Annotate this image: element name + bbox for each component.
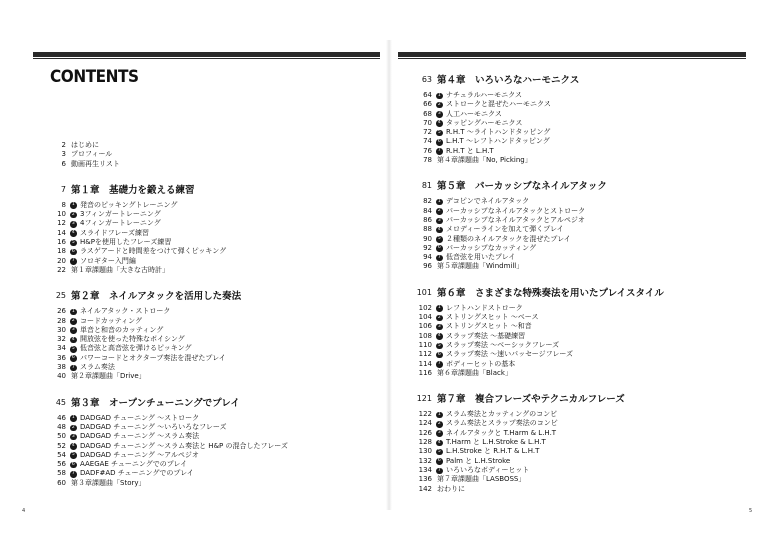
numbered-bullet-icon: 1: [437, 92, 441, 98]
page-ref: 130: [418, 447, 432, 456]
entry-title: メロディーラインを加えて弾くプレイ: [446, 225, 564, 234]
toc-entry: [48, 307, 378, 316]
page-ref: 122: [418, 410, 432, 419]
entry-title: 3フィンガートレーニング: [80, 210, 161, 219]
entry-title: DADF#AD チューニングでのプレイ: [80, 469, 194, 478]
page-ref: 46: [57, 413, 66, 422]
entry-title: 4フィンガートレーニング: [80, 219, 161, 228]
numbered-bullet-icon: 4: [437, 439, 441, 445]
chapter-title: 第４章 いろいろなハーモニクス: [437, 75, 580, 86]
page-ref: 92: [423, 243, 432, 252]
page-ref: 106: [418, 322, 432, 331]
numbered-bullet-icon: 3: [71, 327, 75, 333]
toc-entry: [414, 91, 744, 100]
page-ref: 54: [57, 450, 66, 459]
entry-title: ラスゲアードと時間差をつけて弾くピッキング: [80, 247, 227, 256]
toc-entry: [48, 469, 378, 478]
entry-title: L.H.Stroke と R.H.T & L.H.T: [446, 447, 540, 456]
entry-title: デコピンでネイルアタック: [446, 197, 530, 206]
entry-title: 低音弦と高音弦を弾けるピッキング: [80, 344, 192, 353]
entry-title: 開放弦を使った特殊なボイシング: [80, 335, 185, 344]
page-ref: 6: [61, 159, 66, 168]
numbered-bullet-icon: 4: [437, 333, 441, 339]
numbered-bullet-icon: 1: [71, 202, 75, 208]
numbered-bullet-icon: 5: [71, 452, 75, 458]
toc-entry: [414, 147, 744, 156]
numbered-bullet-icon: 3: [437, 323, 441, 329]
numbered-bullet-icon: 4: [437, 120, 441, 126]
toc-entry: [414, 447, 744, 456]
toc-entry: [48, 326, 378, 335]
entry-title: Palm と L.H.Stroke: [446, 456, 511, 465]
toc-entry: [414, 110, 744, 119]
numbered-bullet-icon: 5: [71, 346, 75, 352]
page-ref: 96: [423, 262, 432, 271]
page-ref: 34: [57, 344, 66, 353]
page-ref: 81: [421, 181, 432, 191]
page-ref: 60: [57, 478, 66, 487]
toc-entry: [48, 442, 378, 451]
section-gap: [414, 272, 744, 280]
header-rule-right: [398, 52, 746, 57]
page-ref: 58: [57, 469, 66, 478]
numbered-bullet-icon: 1: [437, 198, 441, 204]
toc-entry: [48, 317, 378, 326]
entry-title: パーカッシブなカッティング: [446, 243, 537, 252]
toc-entry: [48, 372, 378, 381]
numbered-bullet-icon: 5: [71, 239, 75, 245]
entry-title: スライドフレーズ練習: [80, 228, 149, 237]
entry-title: 動画再生リスト: [71, 159, 120, 168]
toc-entry: [414, 369, 744, 378]
page-ref: 40: [57, 372, 66, 381]
header-thin-rule-right: [398, 58, 746, 59]
numbered-bullet-icon: 6: [71, 355, 75, 361]
header-rule-left: [33, 52, 380, 57]
page-ref: 136: [418, 475, 432, 484]
page-ref: 88: [423, 225, 432, 234]
entry-title: スラップ奏法 ～ベーシックフレーズ: [446, 340, 560, 349]
numbered-bullet-icon: 6: [437, 245, 441, 251]
toc-entry: [48, 150, 378, 159]
page-ref: 110: [418, 340, 432, 349]
toc-entry: [414, 119, 744, 128]
page-ref: 86: [423, 215, 432, 224]
numbered-bullet-icon: 2: [71, 211, 75, 217]
toc-entry: [414, 197, 744, 206]
toc-entry: [414, 156, 744, 165]
chapter-heading: [414, 67, 744, 91]
chapter-title: 第５章 パーカッシブなネイルアタック: [437, 181, 607, 193]
numbered-bullet-icon: 6: [437, 139, 441, 145]
toc-entry: [414, 207, 744, 216]
entry-title: T.Harm と L.H.Stroke & L.H.T: [446, 438, 546, 447]
entry-title: R.H.T ～ライトハンドタッピング: [446, 128, 551, 137]
toc-entry: [48, 414, 378, 423]
numbered-bullet-icon: 4: [437, 226, 441, 232]
entry-title: 第３章課題曲「Story」: [71, 478, 146, 487]
entry-title: パーカッシブなネイルアタックとアルペジオ: [446, 215, 585, 224]
page-ref: 32: [57, 335, 66, 344]
page-ref: 132: [418, 456, 432, 465]
toc-entry: [414, 137, 744, 146]
page-ref: 14: [57, 228, 66, 237]
toc-entry: [48, 229, 378, 238]
chapter-heading: [414, 280, 744, 304]
chapter-heading: [48, 177, 378, 201]
toc-entry: [414, 262, 744, 271]
toc-entry: [48, 423, 378, 432]
section-gap: [414, 378, 744, 386]
numbered-bullet-icon: 3: [71, 221, 75, 227]
page-ref: 126: [418, 428, 432, 437]
entry-title: DADGAD チューニング ～スラム奏法: [80, 432, 200, 441]
toc-entry: [48, 210, 378, 219]
page-ref: 22: [57, 265, 66, 274]
numbered-bullet-icon: 7: [437, 148, 441, 154]
entry-title: いろいろなボディーヒット: [446, 465, 530, 474]
numbered-bullet-icon: 6: [71, 461, 75, 467]
toc-entry: [48, 238, 378, 247]
toc-entry: [414, 438, 744, 447]
toc-left-column: [48, 141, 378, 488]
section-gap: [48, 169, 378, 177]
section-gap: [48, 275, 378, 283]
entry-title: DADGAD チューニング ～ストローク: [80, 413, 200, 422]
chapter-heading: [414, 386, 744, 410]
page-ref: 142: [418, 484, 432, 493]
page-ref: 68: [423, 109, 432, 118]
toc-entry: [414, 360, 744, 369]
page-ref: 2: [61, 141, 66, 149]
page-ref: 78: [423, 156, 432, 165]
entry-title: DADGAD チューニング ～アルペジオ: [80, 450, 199, 459]
numbered-bullet-icon: 2: [437, 208, 441, 214]
page-ref: 18: [57, 247, 66, 256]
entry-title: スラム奏法とスラップ奏法のコンビ: [446, 419, 558, 428]
entry-title: 人工ハーモニクス: [446, 109, 502, 118]
entry-title: ネイルアタック・ストローク: [80, 307, 171, 316]
toc-entry: [48, 266, 378, 275]
numbered-bullet-icon: 2: [437, 314, 441, 320]
entry-title: ストロークと混ぜたハーモニクス: [446, 100, 551, 109]
numbered-bullet-icon: 7: [437, 467, 441, 473]
page-ref: 52: [57, 441, 66, 450]
section-gap: [414, 165, 744, 173]
entry-title: パワーコードとオクターブ奏法を混ぜたプレイ: [80, 353, 226, 362]
page-ref: 76: [423, 146, 432, 155]
numbered-bullet-icon: 6: [437, 351, 441, 357]
entry-title: 第１章課題曲「大きな古時計」: [71, 265, 169, 274]
numbered-bullet-icon: 4: [71, 230, 75, 236]
entry-title: 第７章課題曲「LASBOSS」: [437, 475, 526, 484]
page-ref: 3: [61, 150, 66, 159]
page-ref: 12: [57, 219, 66, 228]
entry-title: 低音弦を用いたプレイ: [446, 253, 516, 262]
numbered-bullet-icon: 2: [71, 318, 75, 324]
toc-entry: [48, 201, 378, 210]
book-gutter: [386, 40, 392, 510]
page-number-left: 4: [22, 508, 26, 514]
numbered-bullet-icon: 7: [71, 471, 75, 477]
chapter-title: 第７章 複合フレーズやテクニカルフレーズ: [437, 394, 625, 406]
toc-entry: [48, 363, 378, 372]
toc-entry: [414, 235, 744, 244]
page-ref: 30: [57, 325, 66, 334]
page-ref: 101: [416, 287, 432, 297]
numbered-bullet-icon: 1: [71, 308, 75, 314]
toc-entry: [414, 216, 744, 225]
chapter-title: 第２章 ネイルアタックを活用した奏法: [71, 291, 242, 303]
toc-entry: [414, 429, 744, 438]
page-ref: 74: [423, 137, 432, 146]
toc-entry: [414, 244, 744, 253]
entry-title: 第４章課題曲「No, Picking」: [437, 156, 532, 165]
numbered-bullet-icon: 1: [437, 411, 441, 417]
toc-entry: [414, 419, 744, 428]
page-ref: 26: [57, 307, 66, 316]
page-ref: 114: [418, 359, 432, 368]
page-ref: 90: [423, 234, 432, 243]
numbered-bullet-icon: 3: [437, 217, 441, 223]
entry-title: スラップ奏法 ～速いパッセージフレーズ: [446, 350, 574, 359]
page-ref: 72: [423, 128, 432, 137]
page-ref: 128: [418, 438, 432, 447]
numbered-bullet-icon: 6: [437, 458, 441, 464]
toc-entry: [414, 457, 744, 466]
entry-title: タッピングハーモニクス: [446, 118, 523, 127]
page-ref: 56: [57, 460, 66, 469]
entry-title: AAEGAE チューニングでのプレイ: [80, 460, 188, 469]
toc-entry: [414, 313, 744, 322]
numbered-bullet-icon: 6: [71, 248, 75, 254]
numbered-bullet-icon: 4: [71, 336, 75, 342]
numbered-bullet-icon: 3: [71, 433, 75, 439]
entry-title: レフトハンドストローク: [446, 303, 523, 312]
toc-entry: [48, 344, 378, 353]
page-ref: 70: [423, 118, 432, 127]
chapter-heading: [48, 283, 378, 307]
entry-title: 第２章課題曲「Drive」: [71, 372, 146, 381]
page-ref: 116: [418, 368, 432, 377]
entry-title: 発音のピッキングトレーニング: [80, 200, 178, 209]
entry-title: ストリングスヒット ～和音: [446, 322, 532, 331]
page-ref: 124: [418, 419, 432, 428]
entry-title: ボディーヒットの基本: [446, 359, 516, 368]
toc-entry: [414, 304, 744, 313]
toc-entry: [414, 100, 744, 109]
chapter-title: 第３章 オープンチューニングでプレイ: [71, 397, 240, 409]
page-ref: 45: [55, 397, 66, 407]
entry-title: コードカッティング: [80, 316, 143, 325]
toc-entry: [48, 460, 378, 469]
chapter-heading: [414, 173, 744, 197]
page-ref: 104: [418, 313, 432, 322]
page-ref: 66: [423, 100, 432, 109]
page-ref: 28: [57, 316, 66, 325]
entry-title: R.H.T と L.H.T: [446, 146, 494, 155]
entry-title: 単音と和音のカッティング: [80, 325, 164, 334]
page-ref: 108: [418, 331, 432, 340]
page-ref: 134: [418, 465, 432, 474]
entry-title: スラム奏法とカッティングのコンビ: [446, 410, 558, 419]
toc-entry: [48, 432, 378, 441]
entry-title: 第５章課題曲「Windmill」: [437, 262, 524, 271]
numbered-bullet-icon: 5: [437, 236, 441, 242]
section-gap: [48, 382, 378, 390]
page-ref: 38: [57, 363, 66, 372]
numbered-bullet-icon: 5: [437, 448, 441, 454]
entry-title: スラップ奏法 ～基礎練習: [446, 331, 526, 340]
toc-entry: [48, 160, 378, 169]
page-ref: 16: [57, 238, 66, 247]
numbered-bullet-icon: 7: [71, 258, 75, 264]
toc-right-column: [414, 67, 744, 494]
toc-entry: [48, 257, 378, 266]
toc-entry: [414, 332, 744, 341]
chapter-title: 第１章 基礎力を鍛える練習: [71, 184, 195, 196]
page-ref: 63: [421, 75, 432, 84]
page-title: CONTENTS: [50, 67, 139, 87]
numbered-bullet-icon: 4: [71, 443, 75, 449]
toc-entry: [414, 485, 744, 494]
toc-entry: [48, 354, 378, 363]
page-ref: 25: [55, 291, 66, 301]
entry-title: パーカッシブなネイルアタックとストローク: [446, 206, 586, 215]
chapter-heading: [48, 390, 378, 414]
entry-title: ソロギター入門編: [80, 256, 136, 265]
numbered-bullet-icon: 2: [71, 424, 75, 430]
numbered-bullet-icon: 5: [437, 129, 441, 135]
entry-title: DADGAD チューニング ～いろいろなフレーズ: [80, 422, 227, 431]
numbered-bullet-icon: 3: [437, 111, 441, 117]
page-ref: 121: [416, 394, 432, 404]
toc-entry: [414, 322, 744, 331]
numbered-bullet-icon: 7: [71, 364, 75, 370]
page-ref: 84: [423, 206, 432, 215]
toc-entry: [414, 341, 744, 350]
numbered-bullet-icon: 1: [71, 415, 75, 421]
numbered-bullet-icon: 2: [437, 421, 441, 427]
page-ref: 102: [418, 303, 432, 312]
numbered-bullet-icon: 7: [437, 254, 441, 260]
toc-entry: [48, 141, 378, 150]
page-ref: 94: [423, 253, 432, 262]
entry-title: ストリングスヒット ～ベース: [446, 313, 539, 322]
page-ref: 20: [57, 256, 66, 265]
toc-entry: [414, 350, 744, 359]
header-thin-rule-left: [33, 58, 380, 59]
toc-entry: [48, 479, 378, 488]
page-number-right: 5: [749, 508, 753, 514]
numbered-bullet-icon: 5: [437, 342, 441, 348]
entry-title: スラム奏法: [80, 363, 115, 372]
page-ref: 7: [60, 184, 66, 194]
numbered-bullet-icon: 3: [437, 430, 441, 436]
entry-title: H&Pを使用したフレーズ練習: [80, 238, 172, 247]
numbered-bullet-icon: 1: [437, 305, 441, 311]
page-ref: 112: [418, 350, 432, 359]
chapter-title: 第６章 さまざまな特殊奏法を用いたプレイスタイル: [437, 287, 664, 299]
entry-title: おわりに: [437, 484, 465, 493]
entry-title: L.H.T ～レフトハンドタッピング: [446, 137, 550, 146]
toc-entry: [48, 451, 378, 460]
toc-entry: [48, 219, 378, 228]
numbered-bullet-icon: 7: [437, 361, 441, 367]
page-ref: 48: [57, 422, 66, 431]
toc-entry: [414, 466, 744, 475]
entry-title: はじめに: [71, 141, 99, 149]
entry-title: ２種類のネイルアタックを混ぜたプレイ: [446, 234, 571, 243]
page-ref: 8: [61, 200, 66, 209]
page-ref: 36: [57, 353, 66, 362]
toc-entry: [414, 225, 744, 234]
numbered-bullet-icon: 2: [437, 101, 441, 107]
entry-title: ネイルアタックと T.Harm & L.H.T: [446, 428, 557, 437]
toc-entry: [48, 247, 378, 256]
toc-entry: [414, 475, 744, 484]
page-ref: 64: [423, 91, 432, 99]
entry-title: ナチュラルハーモニクス: [446, 91, 523, 99]
entry-title: DADGAD チューニング ～スラム奏法と H&P の混合したフレーズ: [80, 441, 288, 450]
entry-title: 第６章課題曲「Black」: [437, 368, 512, 377]
page-ref: 10: [57, 210, 66, 219]
entry-title: プロフィール: [71, 150, 113, 159]
page-ref: 50: [57, 432, 66, 441]
page-ref: 82: [423, 197, 432, 206]
